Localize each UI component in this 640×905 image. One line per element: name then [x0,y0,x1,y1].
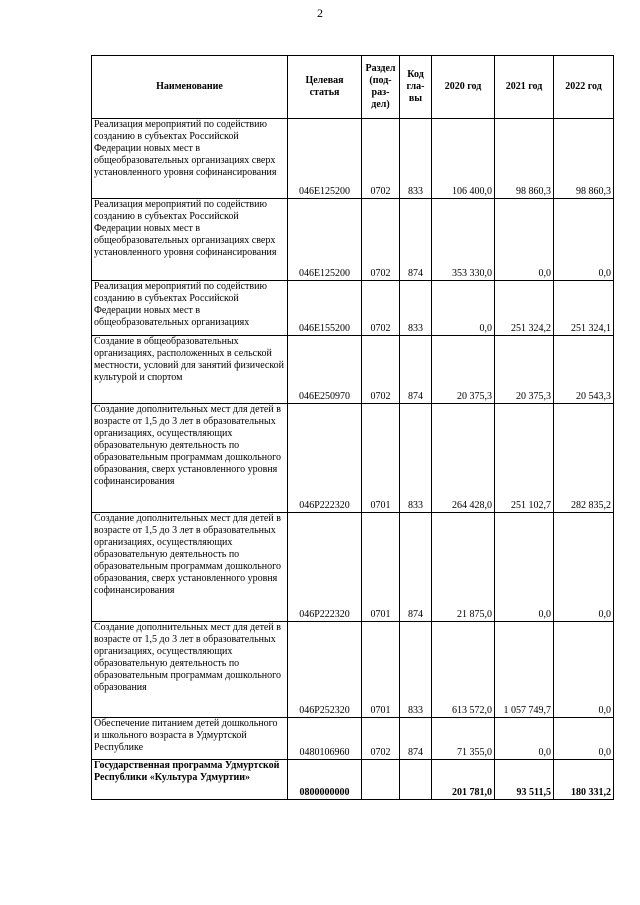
row-chapter: 874 [400,513,432,622]
row-target: 046E155200 [288,281,362,336]
row-name: Государственная программа Удмуртской Республики «Культура Удмуртии» [92,760,288,800]
row-2022: 98 860,3 [554,119,614,199]
row-2022: 180 331,2 [554,760,614,800]
row-name: Создание дополнительных мест для детей в возрасте от 1,5 до 3 лет в образовательных организациях, осуществляющих образовательную деятельность по образовательным программам дошкольного образования [92,622,288,718]
budget-table [91,55,614,800]
row-2020: 71 355,0 [432,718,495,760]
row-target: 046P222320 [288,404,362,513]
row-target: 046E125200 [288,119,362,199]
row-chapter: 833 [400,404,432,513]
row-2022: 0,0 [554,199,614,281]
row-2021: 0,0 [495,513,554,622]
table-row [92,199,614,281]
table-row-program [92,760,614,800]
row-2021: 1 057 749,7 [495,622,554,718]
row-section: 0702 [362,336,400,404]
table-row [92,281,614,336]
row-chapter: 833 [400,119,432,199]
row-target: 0800000000 [288,760,362,800]
row-chapter: 874 [400,199,432,281]
row-2021: 93 511,5 [495,760,554,800]
row-2020: 264 428,0 [432,404,495,513]
header-row [92,56,614,119]
row-2020: 0,0 [432,281,495,336]
row-2022: 282 835,2 [554,404,614,513]
row-name: Создание в общеобразовательных организациях, расположенных в сельской местности, условий для занятий физической культурой и спортом [92,336,288,404]
header-2020: 2020 год [432,56,495,119]
header-target: Целевая статья [288,56,362,119]
row-section: 0701 [362,513,400,622]
row-name: Создание дополнительных мест для детей в возрасте от 1,5 до 3 лет в образовательных организациях, осуществляющих образовательную деятельность по образовательным программам дошкольного образования, сверх установленного уровня софинансирования [92,513,288,622]
row-2021: 251 324,2 [495,281,554,336]
row-target: 046P252320 [288,622,362,718]
row-2022: 0,0 [554,622,614,718]
header-name: Наименование [92,56,288,119]
row-2020: 21 875,0 [432,513,495,622]
row-section: 0702 [362,199,400,281]
table-row [92,336,614,404]
row-chapter: 874 [400,718,432,760]
table-row [92,718,614,760]
row-chapter [400,760,432,800]
header-section: Раздел (под-раз-дел) [362,56,400,119]
row-2021: 20 375,3 [495,336,554,404]
row-section [362,760,400,800]
row-2021: 0,0 [495,718,554,760]
row-name: Создание дополнительных мест для детей в возрасте от 1,5 до 3 лет в образовательных организациях, осуществляющих образовательную деятельность по образовательным программам дошкольного образования, сверх установленного уровня софинансирования [92,404,288,513]
page-number: 2 [317,6,323,20]
row-section: 0702 [362,281,400,336]
row-2022: 251 324,1 [554,281,614,336]
row-2020: 201 781,0 [432,760,495,800]
row-2022: 0,0 [554,513,614,622]
row-2021: 98 860,3 [495,119,554,199]
table-row [92,404,614,513]
row-2020: 353 330,0 [432,199,495,281]
table-row [92,119,614,199]
row-target: 046P222320 [288,513,362,622]
row-2022: 0,0 [554,718,614,760]
row-section: 0701 [362,622,400,718]
row-section: 0701 [362,404,400,513]
header-2021: 2021 год [495,56,554,119]
row-target: 046E250970 [288,336,362,404]
row-2020: 613 572,0 [432,622,495,718]
row-2021: 0,0 [495,199,554,281]
row-2020: 106 400,0 [432,119,495,199]
row-chapter: 833 [400,281,432,336]
row-2022: 20 543,3 [554,336,614,404]
row-name: Обеспечение питанием детей дошкольного и школьного возраста в Удмуртской Республике [92,718,288,760]
row-2020: 20 375,3 [432,336,495,404]
row-name: Реализация мероприятий по содействию созданию в субъектах Российской Федерации новых мест в общеобразовательных организациях сверх установленного уровня софинансирования [92,119,288,199]
row-name: Реализация мероприятий по содействию созданию в субъектах Российской Федерации новых мест в общеобразовательных организациях [92,281,288,336]
row-name: Реализация мероприятий по содействию созданию в субъектах Российской Федерации новых мест в общеобразовательных организациях сверх установленного уровня софинансирования [92,199,288,281]
header-chapter: Код гла-вы [400,56,432,119]
table-row [92,622,614,718]
row-section: 0702 [362,119,400,199]
row-chapter: 833 [400,622,432,718]
row-chapter: 874 [400,336,432,404]
row-section: 0702 [362,718,400,760]
table-row [92,513,614,622]
header-2022: 2022 год [554,56,614,119]
row-target: 0480106960 [288,718,362,760]
row-2021: 251 102,7 [495,404,554,513]
row-target: 046E125200 [288,199,362,281]
